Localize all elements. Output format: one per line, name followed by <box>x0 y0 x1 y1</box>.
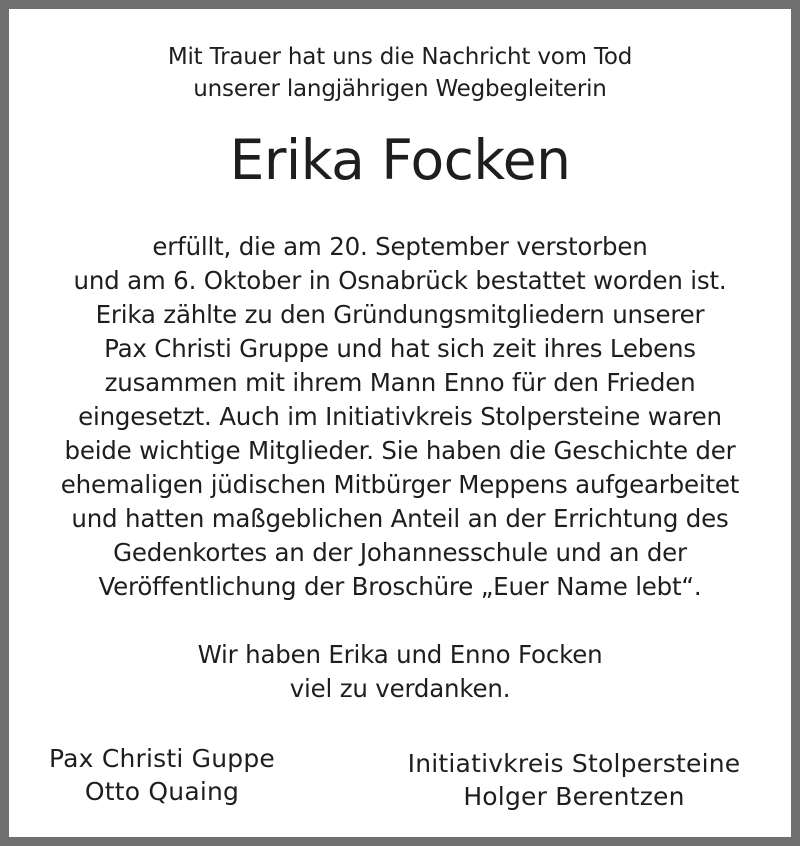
signature-person: Holger Berentzen <box>463 782 685 811</box>
intro-line: unserer langjährigen Wegbegleiterin <box>193 76 607 102</box>
body-line: Veröffentlichung der Broschüre „Euer Name lebt“. <box>98 572 702 601</box>
body-line: ehemaligen jüdischen Mitbürger Meppens aufgearbeitet <box>60 470 740 499</box>
body-line: Gedenkortes an der Johannesschule und an der <box>113 538 687 567</box>
signature-organization: Initiativkreis Stolpersteine <box>407 749 741 778</box>
body-line: beide wichtige Mitglieder. Sie haben die Geschichte der <box>64 436 736 465</box>
signature-right <box>384 747 764 813</box>
deceased-name: Erika Focken <box>229 128 571 192</box>
thanks-line: Wir haben Erika und Enno Focken <box>197 640 603 669</box>
body-line: eingesetzt. Auch im Initiativkreis Stolpersteine waren <box>78 402 722 431</box>
intro-line: Mit Trauer hat uns die Nachricht vom Tod <box>167 44 633 70</box>
body-line: erfüllt, die am 20. September verstorben <box>152 232 648 261</box>
body-line: und am 6. Oktober in Osnabrück bestattet worden ist. <box>73 266 727 295</box>
body-line: Erika zählte zu den Gründungsmitgliedern unserer <box>95 300 705 329</box>
signature-left <box>37 742 287 808</box>
body-line: Pax Christi Gruppe und hat sich zeit ihres Lebens <box>104 334 696 363</box>
thanks-line: viel zu verdanken. <box>289 674 511 703</box>
signature-organization: Pax Christi Guppe <box>49 744 275 773</box>
body-line: zusammen mit ihrem Mann Enno für den Frieden <box>104 368 696 397</box>
signature-person: Otto Quaing <box>84 777 240 806</box>
body-line: und hatten maßgeblichen Anteil an der Errichtung des <box>71 504 729 533</box>
